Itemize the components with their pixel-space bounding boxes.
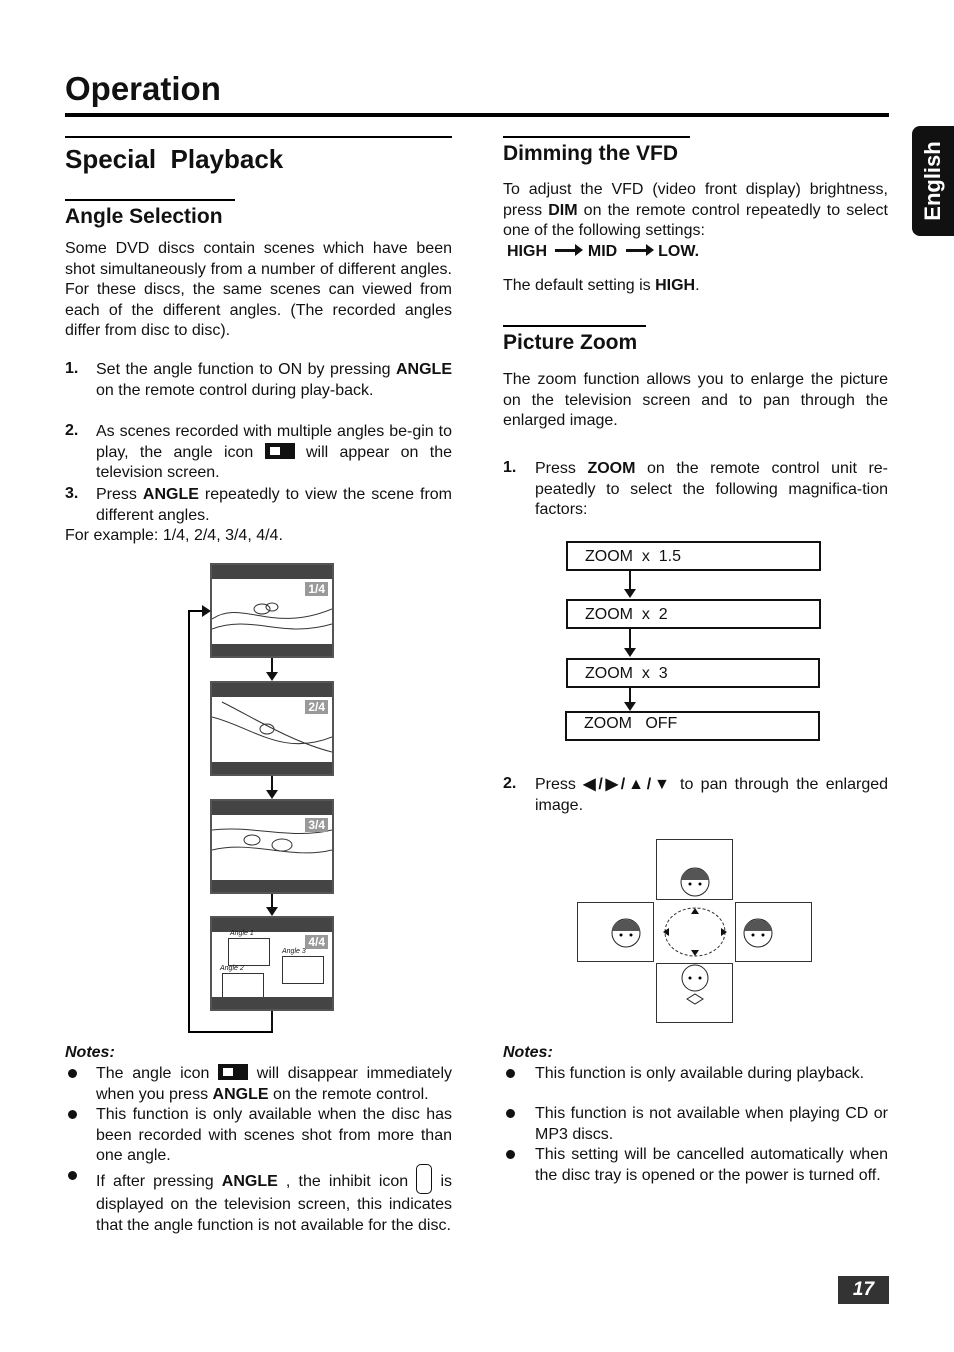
frame-top-bar bbox=[212, 565, 332, 579]
vfd-levels bbox=[507, 243, 699, 261]
angle-step-3-post: repeatedly to view the scene from different angles. bbox=[96, 486, 453, 524]
zoom-title: Picture Zoom bbox=[503, 331, 638, 354]
vfd-title: Dimming the VFD bbox=[503, 142, 679, 165]
angle-step-3 bbox=[96, 485, 452, 526]
angle-1-thumbnail bbox=[228, 938, 270, 966]
angle-frame-2 bbox=[210, 681, 334, 776]
bullet bbox=[506, 1150, 515, 1159]
zoom-step-2-pre: Press bbox=[535, 776, 584, 793]
angle-frame-label: 4/4 bbox=[305, 935, 328, 949]
angle-frame-label: 2/4 bbox=[305, 700, 328, 714]
angle-frame-4 bbox=[210, 916, 334, 1011]
bullet bbox=[506, 1109, 515, 1118]
vfd-level-low: LOW bbox=[658, 243, 695, 260]
angle-step-1-pre: Set the angle function to ON by pressing bbox=[96, 361, 396, 378]
zoom-arrow-line bbox=[629, 571, 631, 589]
inhibit-hand-icon bbox=[416, 1164, 432, 1194]
left-note-2: This function is only available when the disc has been recorded with scenes shot from more than one angle. bbox=[96, 1106, 452, 1164]
pan-right-image bbox=[735, 902, 812, 962]
left-note-3-pre: If after pressing bbox=[96, 1173, 222, 1190]
frame-bottom-bar bbox=[212, 880, 332, 892]
vfd-intro-post: on the remote control repeatedly to select one of the following settings: bbox=[503, 201, 888, 239]
zoom-intro: The zoom function allows you to enlarge the picture on the television screen and to pan through the enlarged image. bbox=[503, 371, 888, 429]
frame-arrow-head bbox=[266, 672, 278, 681]
angle-step-2-num: 2. bbox=[65, 422, 79, 439]
vfd-level-high: HIGH bbox=[507, 243, 547, 260]
angle-3-label: Angle 3 bbox=[282, 948, 306, 955]
angle-step-2-post: will appear on the television screen. bbox=[96, 443, 452, 481]
left-note-3-bold: ANGLE bbox=[221, 1173, 278, 1190]
angle-step-1-num: 1. bbox=[65, 360, 79, 377]
angle-step-3-num: 3. bbox=[65, 485, 79, 502]
zoom-arrow-head bbox=[624, 589, 636, 598]
left-note-1 bbox=[96, 1064, 452, 1105]
vfd-levels-period: . bbox=[694, 243, 700, 260]
pan-down-image bbox=[656, 963, 733, 1023]
zoom-arrow-line bbox=[629, 688, 631, 702]
left-notes-title: Notes: bbox=[65, 1044, 115, 1061]
vfd-default-post: . bbox=[695, 277, 700, 294]
loop-line bbox=[188, 610, 202, 612]
angle-frame-label: 3/4 bbox=[305, 818, 328, 832]
angle-step-3-bold: ANGLE bbox=[142, 486, 199, 503]
left-note-1-post: on the remote control. bbox=[268, 1085, 429, 1103]
angle-icon bbox=[265, 443, 295, 459]
vfd-intro-pre: To adjust the VFD (video front display) brightness, press bbox=[503, 181, 888, 219]
angle-selection-title: Angle Selection bbox=[65, 205, 223, 228]
angle-rule bbox=[65, 199, 235, 201]
girl-face-icon bbox=[657, 840, 732, 899]
arrow-right-icon bbox=[555, 249, 579, 252]
dpad-icon bbox=[654, 902, 736, 962]
frame-bottom-bar bbox=[212, 644, 332, 656]
loop-arrow-head bbox=[202, 605, 211, 617]
left-note-1-pre: The angle icon bbox=[96, 1065, 219, 1082]
zoom-step-1-num: 1. bbox=[503, 459, 517, 476]
pan-up-image bbox=[656, 839, 733, 900]
zoom-step-1 bbox=[535, 459, 888, 521]
angle-frame-3 bbox=[210, 799, 334, 894]
loop-line bbox=[188, 1031, 273, 1033]
bullet bbox=[68, 1171, 77, 1180]
zoom-arrow-head bbox=[624, 648, 636, 657]
section-title: Special Playback bbox=[65, 144, 284, 174]
frame-top-bar bbox=[212, 683, 332, 697]
section-rule bbox=[65, 136, 452, 138]
zoom-box-1: ZOOM x 1.5 bbox=[566, 541, 821, 571]
vfd-level-mid: MID bbox=[587, 243, 618, 260]
angle-frame-1 bbox=[210, 563, 334, 658]
loop-line bbox=[188, 610, 190, 1033]
language-tab bbox=[912, 126, 954, 236]
frame-arrow-head bbox=[266, 907, 278, 916]
angle-step-2 bbox=[96, 422, 452, 484]
girl-face-icon bbox=[736, 903, 811, 961]
angle-icon bbox=[218, 1064, 248, 1080]
left-note-3-mid: , the inhibit icon bbox=[277, 1173, 417, 1190]
zoom-step-1-pre: Press bbox=[535, 460, 588, 477]
remote-dpad bbox=[654, 902, 736, 962]
angle-step-2-pre: As scenes recorded with multiple angles be-gin to play, the angle icon bbox=[96, 423, 452, 461]
angle-step-1 bbox=[96, 360, 452, 401]
vfd-intro bbox=[503, 180, 888, 242]
header-rule bbox=[65, 113, 889, 117]
angle-step-1-post: on the remote control during play-back. bbox=[96, 381, 374, 399]
angle-3-thumbnail bbox=[282, 956, 324, 984]
angle-intro: Some DVD discs contain scenes which have been shot simultaneously from a number of different angles. For these discs, the same scenes can viewed from each of the different angles. (The recorded angles differ from disc to disc). bbox=[65, 240, 452, 339]
zoom-arrow-head bbox=[624, 702, 636, 711]
zoom-box-2: ZOOM x 2 bbox=[566, 599, 821, 629]
page-number: 17 bbox=[838, 1276, 889, 1304]
angle-step-1-bold: ANGLE bbox=[396, 361, 452, 378]
angle-frame-label: 1/4 bbox=[305, 582, 328, 596]
angle-example: For example: 1/4, 2/4, 3/4, 4/4. bbox=[65, 527, 283, 544]
left-note-1-mid: will disappear immediately when you press bbox=[96, 1065, 452, 1103]
frame-arrow-line bbox=[271, 776, 273, 790]
page-title: Operation bbox=[65, 70, 221, 107]
girl-face-icon bbox=[578, 903, 653, 961]
zoom-step-2-post: to pan through the enlarged image. bbox=[535, 776, 889, 814]
loop-line bbox=[271, 1011, 273, 1032]
frame-arrow-line bbox=[271, 658, 273, 672]
zoom-box-4: ZOOM OFF bbox=[565, 711, 820, 741]
zoom-step-1-bold: ZOOM bbox=[587, 460, 636, 477]
bullet bbox=[68, 1069, 77, 1078]
frame-top-bar bbox=[212, 801, 332, 815]
zoom-step-2 bbox=[535, 775, 888, 816]
right-note-2: This function is not available when playing CD or MP3 discs. bbox=[535, 1105, 888, 1143]
right-note-3: This setting will be cancelled automatically when the disc tray is opened or the power is turned off. bbox=[535, 1146, 888, 1184]
vfd-default-pre: The default setting is bbox=[503, 277, 656, 294]
language-tab-label: English bbox=[920, 141, 945, 221]
zoom-box-3: ZOOM x 3 bbox=[566, 658, 820, 688]
bullet bbox=[68, 1110, 77, 1119]
zoom-step-1-post: on the remote control unit re-peatedly to select the following magnifica-tion factors: bbox=[535, 460, 888, 518]
vfd-intro-bold: DIM bbox=[548, 201, 578, 219]
vfd-default-bold: HIGH bbox=[655, 277, 696, 294]
left-note-3 bbox=[96, 1164, 452, 1236]
bullet bbox=[506, 1069, 515, 1078]
frame-arrow-line bbox=[271, 894, 273, 907]
angle-1-label: Angle 1 bbox=[230, 930, 254, 937]
frame-bottom-bar bbox=[212, 762, 332, 774]
left-note-1-bold: ANGLE bbox=[212, 1085, 269, 1103]
pan-left-image bbox=[577, 902, 654, 962]
left-note-3-post: is displayed on the television screen, this indicates that the angle function is not available for the disc. bbox=[96, 1173, 453, 1234]
zoom-arrow-line bbox=[629, 629, 631, 648]
arrow-right-icon bbox=[626, 249, 650, 252]
vfd-rule bbox=[503, 136, 690, 138]
frame-bottom-bar bbox=[212, 997, 332, 1009]
frame-arrow-head bbox=[266, 790, 278, 799]
angle-2-label: Angle 2 bbox=[220, 965, 244, 972]
zoom-step-2-num: 2. bbox=[503, 775, 517, 792]
girl-face-icon bbox=[657, 964, 732, 1022]
angle-step-3-pre: Press bbox=[96, 486, 143, 503]
vfd-default bbox=[503, 276, 888, 297]
zoom-rule bbox=[503, 325, 646, 327]
right-note-1: This function is only available during playback. bbox=[535, 1065, 865, 1082]
right-notes-title: Notes: bbox=[503, 1044, 553, 1061]
pan-arrows-icon: ◀/▶/▲/▼ bbox=[583, 776, 673, 793]
